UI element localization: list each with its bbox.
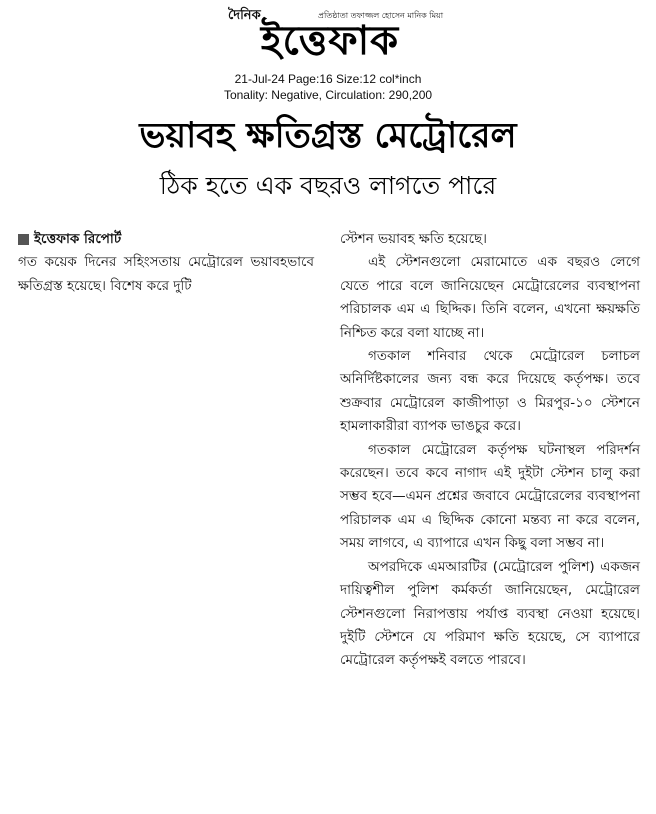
newspaper-masthead: [188, 6, 472, 66]
article-paragraph: গতকাল শনিবার থেকে মেট্রোরেল চলাচল অনির্দিষ্টকালের জন্য বন্ধ করে দিয়েছে কর্তৃপক্ষ। তবে শুক্রবার মেট্রোরেল কাজীপাড়া ও মিরপুর-১০ স্টেশনে হামলাকারীরা ব্যাপক ভাঙচুর করে।: [340, 348, 640, 435]
article-paragraph: এই স্টেশনগুলো মেরামোতে এক বছরও লেগে যেতে পারে বলে জানিয়েছেন মেট্রোরেলের ব্যবস্থাপনা পরিচালক এম এ ছিদ্দিক। তিনি বলেন, এখনো ক্ষয়ক্ষতি নিশ্চিত করে বলা যাচ্ছে না।: [340, 254, 640, 341]
byline: [18, 228, 314, 251]
article-paragraph: গতকাল মেট্রোরেল কর্তৃপক্ষ ঘটনাস্থল পরিদর্শন করেছেন। তবে কবে নাগাদ এই দুইটা স্টেশন চালু করা সম্ভব হবে—এমন প্রশ্নের জবাবে মেট্রোরেলের ব্যবস্থাপনা পরিচালক এম এ ছিদ্দিক কোনো মন্তব্য না করে বলেন, সময় লাগবে, এ ব্যাপারে এখন কিছু বলা সম্ভব না।: [340, 441, 640, 552]
masthead-name: ইত্তেফাক: [260, 18, 400, 64]
article-paragraph: গত কয়েক দিনের সহিংসতায় মেট্রোরেল ভয়াবহভাবে ক্ষতিগ্রস্ত হয়েছে। বিশেষ করে দুটি: [18, 254, 314, 294]
byline-text: ইত্তেফাক রিপোর্ট: [34, 231, 122, 247]
clip-meta-line2: Tonality: Negative, Circulation: 290,200: [223, 88, 433, 102]
masthead-dainik: দৈনিক: [228, 8, 261, 23]
article-column-left: [18, 228, 314, 298]
article-paragraph: স্টেশন ভয়াবহ ক্ষতি হয়েছে।: [340, 231, 488, 247]
article-headline: ভয়াবহ ক্ষতিগ্রস্ত মেট্রোরেল: [139, 116, 517, 156]
byline-square-icon: [18, 234, 29, 245]
clip-meta-line1: 21-Jul-24 Page:16 Size:12 col*inch: [234, 72, 422, 86]
masthead-founder-line: প্রতিষ্ঠাতা তফাজ্জল হোসেন মানিক মিয়া: [318, 11, 444, 20]
article-paragraph: অপরদিকে এমআরটির (মেট্রোরেল পুলিশ) একজন দায়িত্বশীল পুলিশ কর্মকর্তা জানিয়েছেন, মেট্রোরেল স্টেশনগুলো নিরাপত্তায় পর্যাপ্ত ব্যবস্থা নেওয়া হয়েছে। দুইটি স্টেশনে যে পরিমাণ ক্ষতি হয়েছে, সে ব্যাপারে মেট্রোরেল কর্তৃপক্ষই বলতে পারবে।: [340, 558, 640, 669]
article-column-right: [340, 228, 640, 673]
article-subheadline: ঠিক হতে এক বছরও লাগতে পারে: [159, 171, 497, 200]
